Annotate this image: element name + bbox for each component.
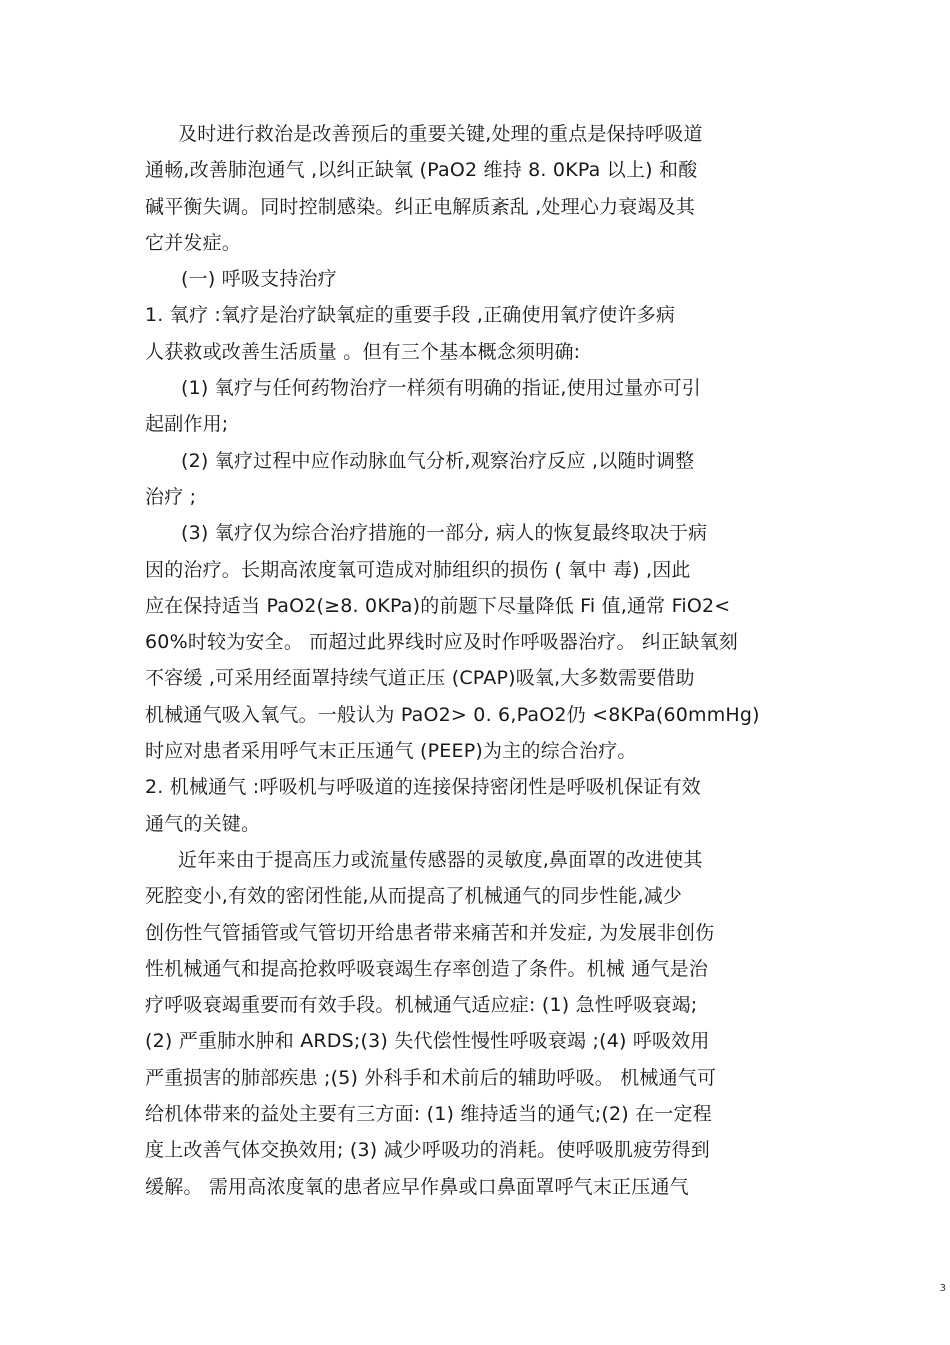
section-heading: (一) 呼吸支持治疗 (181, 268, 337, 291)
paragraph-line: 性机械通气和提高抢救呼吸衰竭生存率创造了条件。机械 通气是治 (145, 957, 709, 980)
paragraph-line: 给机体带来的益处主要有三方面: (1) 维持适当的通气;(2) 在一定程 (145, 1103, 712, 1126)
paragraph-line: 近年来由于提高压力或流量传感器的灵敏度,鼻面罩的改进使其 (178, 848, 703, 871)
paragraph-line: 及时进行救治是改善预后的重要关键,处理的重点是保持呼吸道 (178, 123, 703, 145)
paragraph-line: (3) 氧疗仅为综合治疗措施的一部分, 病人的恢复最终取决于病 (181, 522, 708, 545)
paragraph-line: 因的治疗。长期高浓度氧可造成对肺组织的损伤 ( 氧中 毒) ,因此 (145, 558, 691, 581)
paragraph-line: 创伤性气管插管或气管切开给患者带来痛苦和并发症, 为发展非创伤 (145, 921, 715, 944)
paragraph-line: 起副作用; (145, 413, 229, 436)
paragraph-line: 机械通气吸入氧气。一般认为 PaO2> 0. 6,PaO2仍 <8KPa(60mmHg) (145, 703, 760, 726)
paragraph-line: 不容缓 ,可采用经面罩持续气道正压 (CPAP)吸氧,大多数需要借助 (145, 667, 695, 690)
body-text (145, 116, 835, 1205)
paragraph-line: 1. 氧疗 :氧疗是治疗缺氧症的重要手段 ,正确使用氧疗使许多病 (145, 304, 676, 327)
paragraph-line: (2) 严重肺水肿和 ARDS;(3) 失代偿性慢性呼吸衰竭 ;(4) 呼吸效用 (145, 1030, 710, 1053)
paragraph-line: (2) 氧疗过程中应作动脉血气分析,观察治疗反应 ,以随时调整 (181, 449, 695, 472)
paragraph-line: 缓解。 需用高浓度氧的患者应早作鼻或口鼻面罩呼气末正压通气 (145, 1175, 689, 1198)
paragraph-line: 度上改善气体交换效用; (3) 减少呼吸功的消耗。使呼吸肌疲劳得到 (145, 1139, 710, 1162)
paragraph-line: 2. 机械通气 :呼吸机与呼吸道的连接保持密闭性是呼吸机保证有效 (145, 776, 702, 799)
paragraph-line: 通气的关键。 (145, 812, 261, 835)
paragraph-line: 死腔变小,有效的密闭性能,从而提高了机械通气的同步性能,减少 (145, 885, 683, 908)
paragraph-line: 时应对患者采用呼气末正压通气 (PEEP)为主的综合治疗。 (145, 740, 637, 763)
paragraph-line: 治疗 ; (145, 485, 197, 508)
paragraph-line: 疗呼吸衰竭重要而有效手段。机械通气适应症: (1) 急性呼吸衰竭; (145, 994, 698, 1017)
paragraph-line: 60%时较为安全。 而超过此界线时应及时作呼吸器治疗。 纠正缺氧刻 (145, 631, 738, 654)
paragraph-line: 碱平衡失调。同时控制感染。纠正电解质紊乱 ,处理心力衰竭及其 (145, 195, 696, 218)
paragraph-line: 人获救或改善生活质量 。但有三个基本概念须明确: (145, 340, 581, 363)
paragraph-line: 严重损害的肺部疾患 ;(5) 外科手和术前后的辅助呼吸。 机械通气可 (145, 1066, 717, 1089)
paragraph-line: 它并发症。 (145, 231, 242, 254)
page-number: 3 (939, 1283, 946, 1294)
paragraph-line: (1) 氧疗与任何药物治疗一样须有明确的指证,使用过量亦可引 (181, 377, 701, 400)
paragraph-line: 应在保持适当 PaO2(≥8. 0KPa)的前题下尽量降低 Fi 值,通常 FiO2< (145, 594, 731, 617)
paragraph-line: 通畅,改善肺泡通气 ,以纠正缺氧 (PaO2 维持 8. 0KPa 以上) 和酸 (145, 159, 698, 182)
